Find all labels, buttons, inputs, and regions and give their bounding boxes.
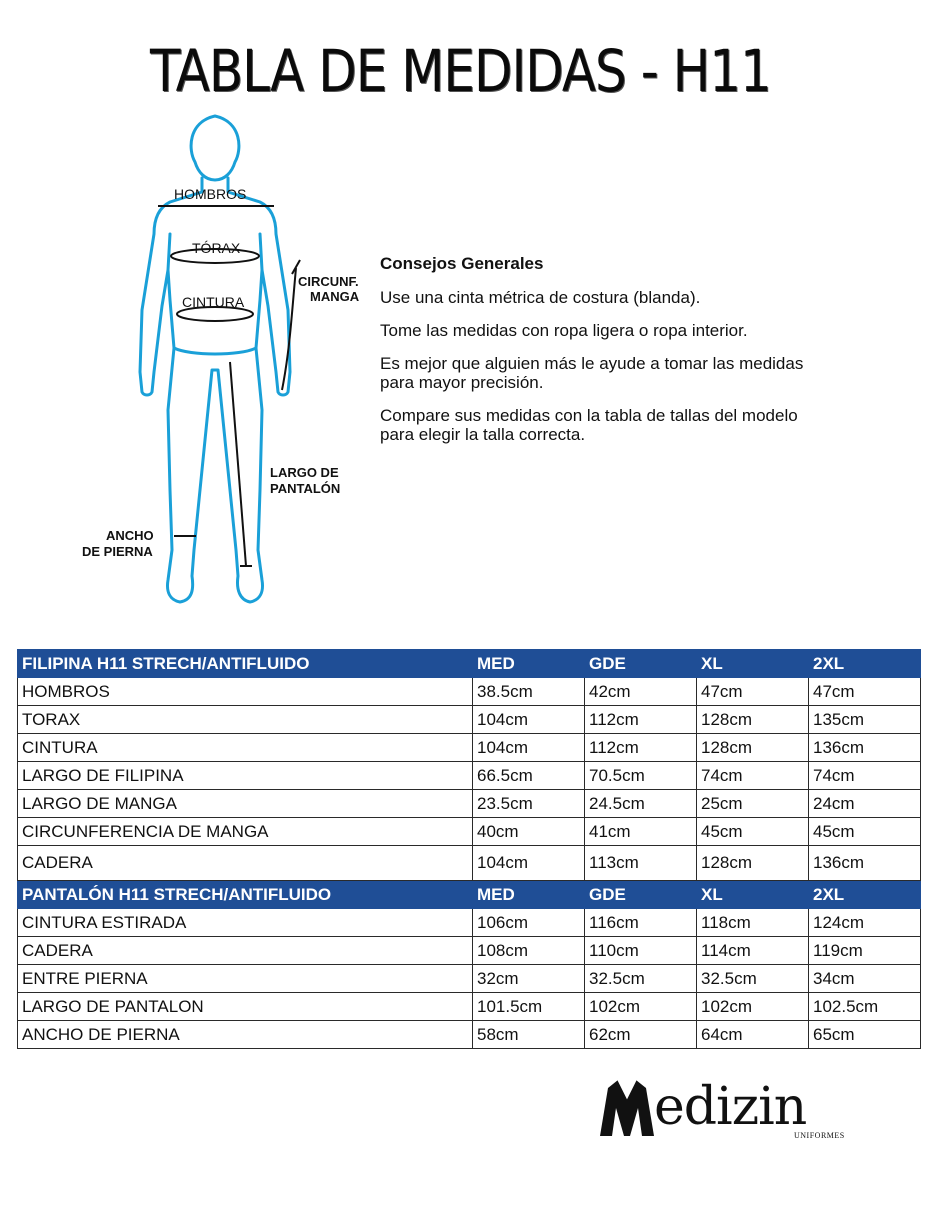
header-cell: GDE <box>585 650 697 678</box>
table-cell: 112cm <box>585 734 697 762</box>
label-manga: MANGA <box>310 289 360 304</box>
table-cell: 58cm <box>473 1021 585 1049</box>
table-row <box>18 818 921 846</box>
logo-wordmark: edizin <box>654 1077 807 1137</box>
advice-item: Compare sus medidas con la tabla de tallas del modelo para elegir la talla correcta. <box>380 406 798 444</box>
pantalon-header-row <box>18 881 921 909</box>
table-cell: 47cm <box>809 678 921 706</box>
table-cell: 32.5cm <box>585 965 697 993</box>
label-largo-1: LARGO DE <box>270 465 339 480</box>
table-cell: 42cm <box>585 678 697 706</box>
table-cell: CINTURA <box>18 734 473 762</box>
advice-item: Tome las medidas con ropa ligera o ropa interior. <box>380 321 748 340</box>
page-title: TABLA DE MEDIDAS - H11 <box>150 38 771 105</box>
table-cell: 118cm <box>697 909 809 937</box>
table-cell: 113cm <box>585 846 697 881</box>
table-cell: ANCHO DE PIERNA <box>18 1021 473 1049</box>
table-cell: 128cm <box>697 734 809 762</box>
table-cell: 41cm <box>585 818 697 846</box>
table-cell: 104cm <box>473 846 585 881</box>
table-cell: 74cm <box>809 762 921 790</box>
label-circunf: CIRCUNF. <box>298 274 359 289</box>
table-cell: 112cm <box>585 706 697 734</box>
table-row <box>18 909 921 937</box>
table-cell: 110cm <box>585 937 697 965</box>
header-cell: 2XL <box>809 881 921 909</box>
table-cell: 136cm <box>809 846 921 881</box>
table-row <box>18 762 921 790</box>
table-cell: 116cm <box>585 909 697 937</box>
advice-item: Use una cinta métrica de costura (blanda). <box>380 288 701 307</box>
table-row <box>18 965 921 993</box>
table-cell: 135cm <box>809 706 921 734</box>
table-cell: 65cm <box>809 1021 921 1049</box>
table-cell: 38.5cm <box>473 678 585 706</box>
table-cell: TORAX <box>18 706 473 734</box>
label-torax: TÓRAX <box>192 240 241 256</box>
table-cell: 102cm <box>585 993 697 1021</box>
table-cell: 119cm <box>809 937 921 965</box>
header-cell: 2XL <box>809 650 921 678</box>
table-cell: 114cm <box>697 937 809 965</box>
table-cell: 128cm <box>697 706 809 734</box>
table-cell: LARGO DE MANGA <box>18 790 473 818</box>
header-cell: GDE <box>585 881 697 909</box>
table-cell: CADERA <box>18 846 473 881</box>
table-row <box>18 678 921 706</box>
table-row <box>18 790 921 818</box>
table-cell: 32.5cm <box>697 965 809 993</box>
header-cell: MED <box>473 650 585 678</box>
body-measurement-figure <box>70 110 370 630</box>
table-cell: 24.5cm <box>585 790 697 818</box>
table-row <box>18 937 921 965</box>
table-cell: CADERA <box>18 937 473 965</box>
header-cell: PANTALÓN H11 STRECH/ANTIFLUIDO <box>18 881 473 909</box>
table-cell: 32cm <box>473 965 585 993</box>
header-cell: FILIPINA H11 STRECH/ANTIFLUIDO <box>18 650 473 678</box>
label-ancho-1: ANCHO <box>106 528 154 543</box>
table-cell: 64cm <box>697 1021 809 1049</box>
label-cintura: CINTURA <box>182 294 245 310</box>
jacket-m-logo-icon <box>596 1078 658 1138</box>
table-cell: HOMBROS <box>18 678 473 706</box>
header-cell: MED <box>473 881 585 909</box>
table-row <box>18 734 921 762</box>
table-row <box>18 846 921 881</box>
table-cell: 102.5cm <box>809 993 921 1021</box>
table-cell: 40cm <box>473 818 585 846</box>
table-cell: 101.5cm <box>473 993 585 1021</box>
table-row <box>18 706 921 734</box>
table-row <box>18 1021 921 1049</box>
advice-heading: Consejos Generales <box>380 254 544 273</box>
table-cell: CINTURA ESTIRADA <box>18 909 473 937</box>
filipina-header-row <box>18 650 921 678</box>
label-ancho-2: DE PIERNA <box>82 544 153 559</box>
logo-subtitle: UNIFORMES <box>794 1131 845 1140</box>
table-cell: 74cm <box>697 762 809 790</box>
table-cell: 62cm <box>585 1021 697 1049</box>
table-cell: 102cm <box>697 993 809 1021</box>
table-cell: 70.5cm <box>585 762 697 790</box>
table-cell: 104cm <box>473 734 585 762</box>
table-cell: 106cm <box>473 909 585 937</box>
label-hombros: HOMBROS <box>174 186 247 202</box>
advice-item: Es mejor que alguien más le ayude a tomar las medidas para mayor precisión. <box>380 354 804 392</box>
table-cell: 104cm <box>473 706 585 734</box>
size-table <box>17 649 921 1049</box>
table-cell: LARGO DE FILIPINA <box>18 762 473 790</box>
table-cell: 24cm <box>809 790 921 818</box>
table-cell: 108cm <box>473 937 585 965</box>
label-largo-2: PANTALÓN <box>270 481 341 496</box>
table-cell: LARGO DE PANTALON <box>18 993 473 1021</box>
table-cell: CIRCUNFERENCIA DE MANGA <box>18 818 473 846</box>
header-cell: XL <box>697 881 809 909</box>
header-cell: XL <box>697 650 809 678</box>
table-cell: 23.5cm <box>473 790 585 818</box>
table-cell: 34cm <box>809 965 921 993</box>
table-cell: 47cm <box>697 678 809 706</box>
medizin-logo <box>596 1078 856 1142</box>
table-cell: ENTRE PIERNA <box>18 965 473 993</box>
table-cell: 128cm <box>697 846 809 881</box>
table-cell: 45cm <box>809 818 921 846</box>
table-cell: 25cm <box>697 790 809 818</box>
table-cell: 124cm <box>809 909 921 937</box>
table-row <box>18 993 921 1021</box>
table-cell: 136cm <box>809 734 921 762</box>
table-cell: 45cm <box>697 818 809 846</box>
advice-section <box>380 254 900 458</box>
table-cell: 66.5cm <box>473 762 585 790</box>
